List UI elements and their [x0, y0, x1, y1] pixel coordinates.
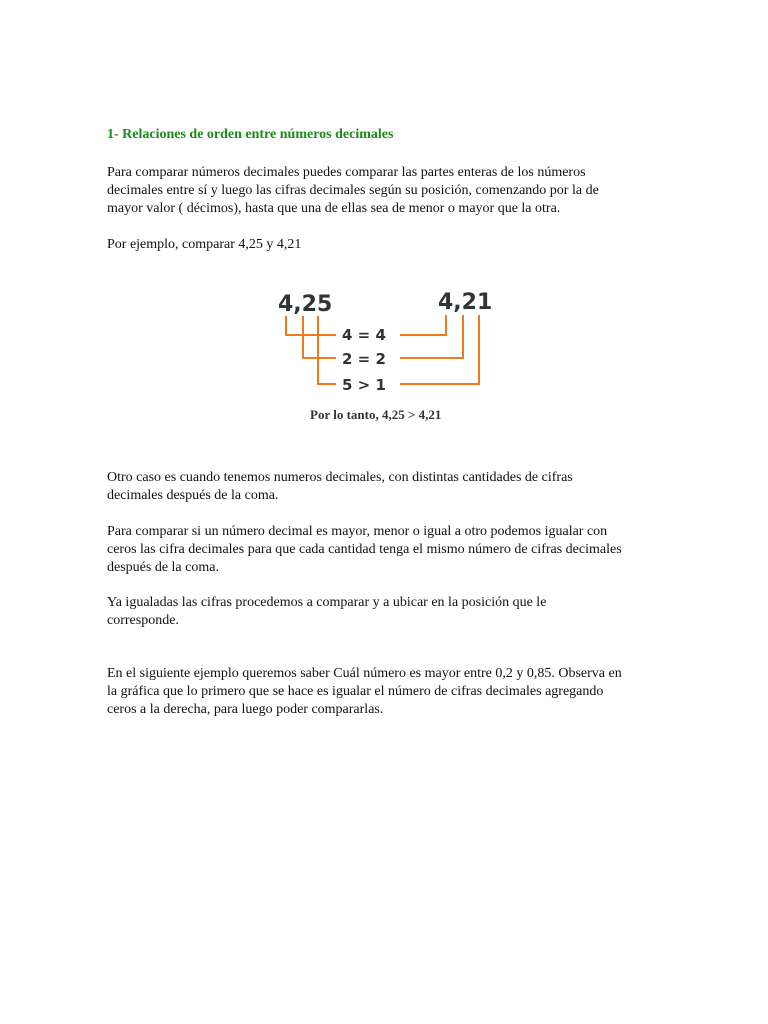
- intro-paragraph: [107, 164, 677, 218]
- paragraph-example-two: [107, 665, 677, 719]
- example-intro-paragraph: [107, 236, 677, 254]
- comparison-figure: [270, 283, 500, 433]
- text-line: Para comparar si un número decimal es mayor, menor o igual a otro podemos igualar con: [107, 524, 608, 539]
- text-line: mayor valor ( décimos), hasta que una de ellas sea de menor o mayor que la otra.: [107, 201, 561, 216]
- right-connector-tenths: [400, 315, 463, 358]
- text-line: ceros a la derecha, para luego poder compararlas.: [107, 702, 384, 717]
- right-connector-units: [400, 315, 446, 335]
- text-line: Para comparar números decimales puedes comparar las partes enteras de los números: [107, 165, 586, 180]
- text-line: Por ejemplo, comparar 4,25 y 4,21: [107, 237, 302, 252]
- text-line: Otro caso es cuando tenemos numeros decimales, con distintas cantidades de cifras: [107, 470, 573, 485]
- right-number: 4,21: [438, 290, 493, 315]
- left-connector-tenths: [303, 316, 336, 358]
- text-line: la gráfica que lo primero que se hace es igualar el número de cifras decimales agregando: [107, 684, 604, 699]
- left-number: 4,25: [278, 292, 333, 317]
- text-line: Ya igualadas las cifras procedemos a comparar y a ubicar en la posición que le: [107, 595, 547, 610]
- right-connector-hundredths: [400, 315, 479, 384]
- paragraph-equalize-zeros: [107, 523, 677, 577]
- text-line: En el siguiente ejemplo queremos saber Cuál número es mayor entre 0,2 y 0,85. Observa en: [107, 666, 622, 681]
- comparison-diagram: [270, 283, 500, 433]
- figure-caption: Por lo tanto, 4,25 > 4,21: [310, 407, 442, 422]
- comparison-tenths: 2 = 2: [342, 350, 386, 368]
- text-line: corresponde.: [107, 613, 179, 628]
- left-connector-hundredths: [318, 316, 336, 384]
- paragraph-distinct-digits: [107, 469, 677, 505]
- text-line: decimales entre sí y luego las cifras decimales según su posición, comenzando por la de: [107, 183, 599, 198]
- paragraph-compare-place: [107, 594, 677, 630]
- comparison-hundredths: 5 > 1: [342, 376, 386, 394]
- left-connector-units: [286, 316, 336, 335]
- section-heading: 1- Relaciones de orden entre números decimales: [107, 127, 394, 142]
- comparison-units: 4 = 4: [342, 326, 386, 344]
- text-line: ceros las cifra decimales para que cada cantidad tenga el mismo número de cifras decimales: [107, 542, 622, 557]
- text-line: después de la coma.: [107, 560, 219, 575]
- text-line: decimales después de la coma.: [107, 488, 279, 503]
